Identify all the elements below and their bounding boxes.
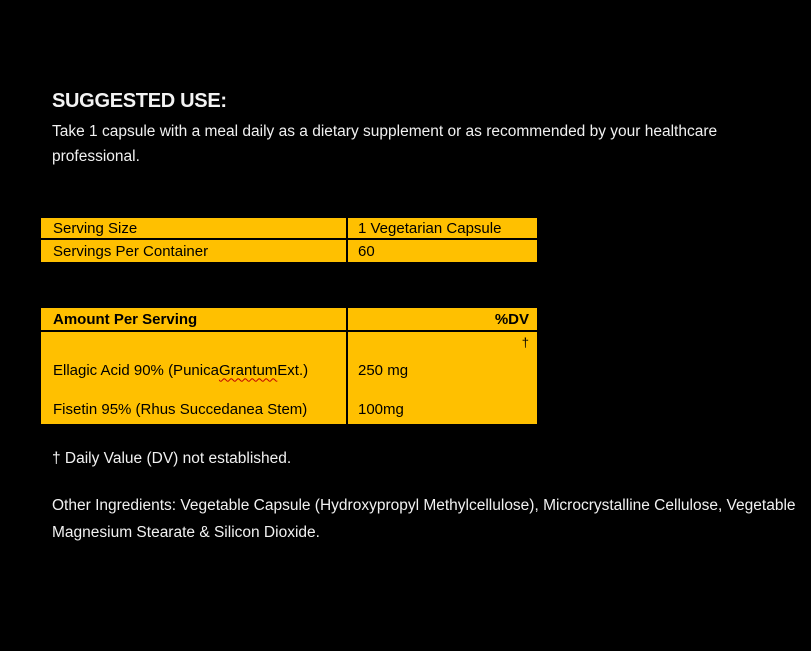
serving-size-label: Serving Size xyxy=(53,219,138,237)
dagger-symbol: † xyxy=(346,332,537,352)
servings-per-container-value: 60 xyxy=(346,240,537,262)
table-row xyxy=(41,388,537,424)
suggested-use-text: Take 1 capsule with a meal daily as a dietary supplement or as recommended by your healthcare professional. xyxy=(52,123,718,165)
amount-per-serving-header: Amount Per Serving xyxy=(53,310,198,328)
table-row xyxy=(41,332,537,352)
table-header-row xyxy=(41,308,537,332)
suggested-use-heading: SUGGESTED USE: xyxy=(52,90,227,112)
misspelled-word: Grantum xyxy=(218,361,278,379)
empty-cell xyxy=(41,332,346,352)
daily-value-footnote: † Daily Value (DV) not established. xyxy=(52,450,292,467)
other-ingredients-text: Other Ingredients: Vegetable Capsule (Hydroxypropyl Methylcellulose), Microcrystalline Cellulose, Vegetable Magnesium Stearate & Silicon Dioxide. xyxy=(52,497,796,541)
ellagic-acid-amount: 250 mg xyxy=(346,352,537,388)
table-row xyxy=(41,240,537,262)
ellagic-acid-name xyxy=(41,352,346,388)
table-row xyxy=(41,218,537,240)
servings-per-container-label: Servings Per Container xyxy=(53,242,209,260)
serving-size-value: 1 Vegetarian Capsule xyxy=(346,218,537,238)
ingredient-text: Ext.) xyxy=(277,361,309,379)
serving-info-table xyxy=(41,218,537,262)
percent-dv-header: %DV xyxy=(346,308,537,330)
supplement-facts-table xyxy=(41,308,537,424)
ingredient-text: Ellagic Acid 90% (Punica xyxy=(53,361,219,379)
table-row xyxy=(41,352,537,388)
fisetin-name: Fisetin 95% (Rhus Succedanea Stem) xyxy=(53,401,308,418)
fisetin-amount: 100mg xyxy=(346,388,537,424)
